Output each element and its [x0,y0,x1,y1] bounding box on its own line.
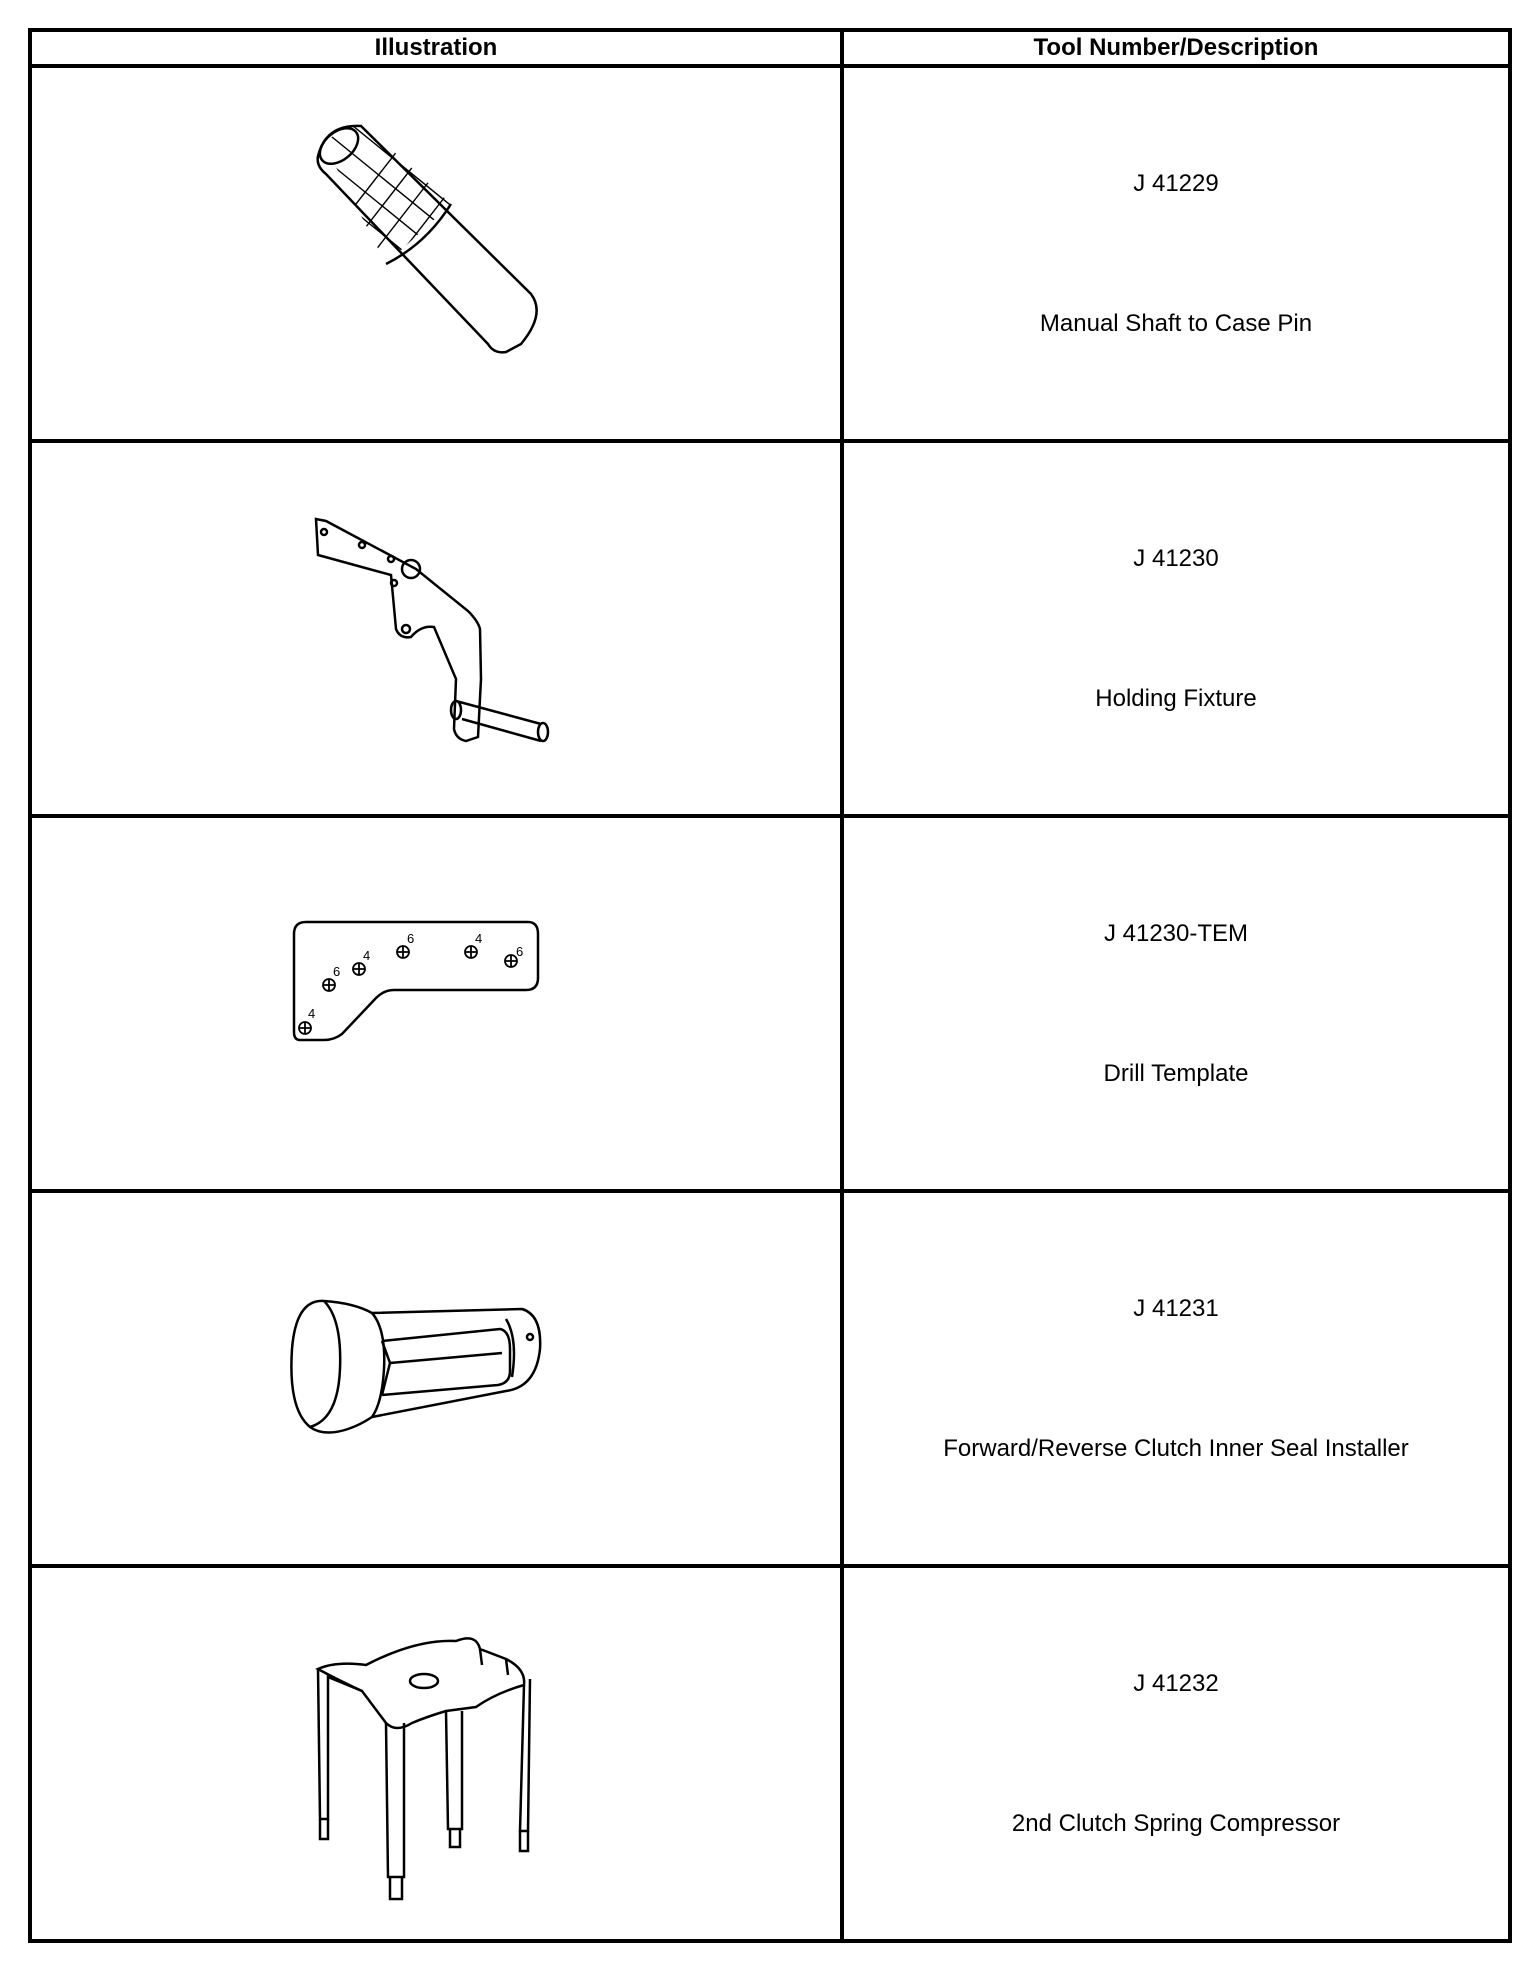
table-row [30,1191,1510,1566]
table-row [30,66,1510,441]
spring-compressor-icon [266,1599,606,1909]
table-row [30,816,1510,1191]
table-row [30,441,1510,816]
hole-label: 6 [516,943,524,959]
description-cell [842,1191,1510,1566]
header-row [30,30,1510,66]
tool-description: Drill Template [1103,1059,1249,1087]
tool-description: Forward/Reverse Clutch Inner Seal Installer [943,1434,1409,1462]
drill-template-icon [266,904,606,1104]
description-cell [842,1566,1510,1941]
description-cell [842,66,1510,441]
holding-fixture-icon [266,479,606,779]
illustration-cell [30,66,842,441]
tool-description: Holding Fixture [1095,684,1257,712]
description-cell [842,441,1510,816]
tool-number: J 41231 [1133,1294,1219,1322]
tool-number: J 41229 [1133,169,1219,197]
tool-table [28,28,1512,1943]
illustration-cell [30,441,842,816]
description-cell [842,816,1510,1191]
illustration-cell [30,1566,842,1941]
header-tool-description: Tool Number/Description [842,30,1510,66]
illustration-cell [30,1191,842,1566]
seal-installer-icon [266,1279,606,1479]
illustration-cell [30,816,842,1191]
hole-label: 4 [308,1005,316,1021]
header-illustration: Illustration [30,30,842,66]
tool-description: 2nd Clutch Spring Compressor [1011,1809,1341,1837]
hole-label: 4 [363,947,371,963]
hole-label: 4 [475,930,483,946]
hole-label: 6 [333,963,341,979]
tool-number: J 41230-TEM [1103,919,1249,947]
tool-number: J 41232 [1133,1669,1219,1697]
pin-icon [266,104,606,404]
table-row [30,1566,1510,1941]
hole-label: 6 [407,930,415,946]
tool-description: Manual Shaft to Case Pin [1039,309,1313,337]
tool-number: J 41230 [1133,544,1219,572]
